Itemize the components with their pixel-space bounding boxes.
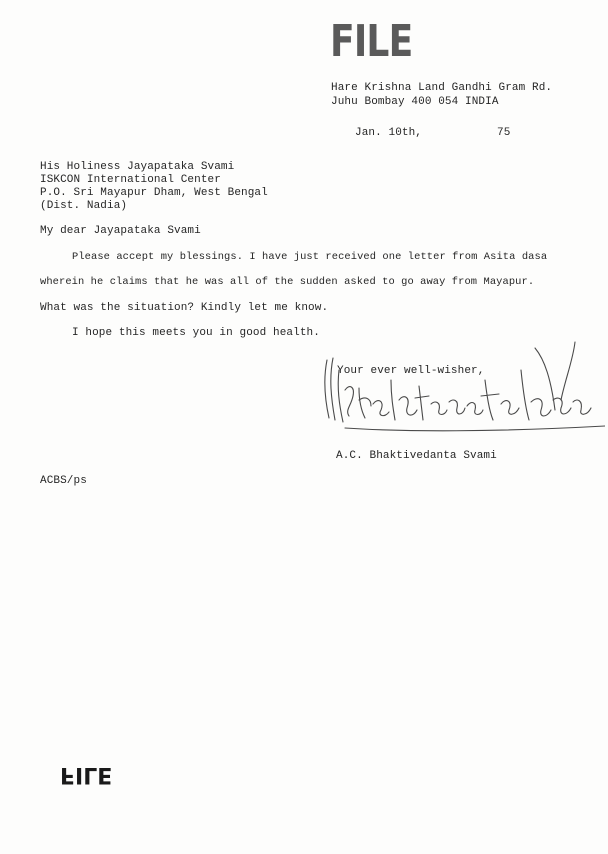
body-line-4: I hope this meets you in good health. [72, 327, 320, 339]
file-stamp-top: FILE [330, 16, 413, 67]
file-stamp-bottom: FILE [60, 762, 113, 787]
sender-address-line-2: Juhu Bombay 400 054 INDIA [331, 96, 499, 108]
handwritten-signature [315, 340, 605, 440]
recipient-line-2: ISKCON International Center [40, 174, 221, 186]
letter-date: Jan. 10th, [355, 127, 423, 139]
letter-year: 75 [497, 127, 511, 139]
reference-initials: ACBS/ps [40, 475, 87, 487]
body-line-3: What was the situation? Kindly let me know. [40, 302, 329, 314]
signatory-name: A.C. Bhaktivedanta Svami [336, 450, 497, 462]
body-line-1: Please accept my blessings. I have just received one letter from Asita dasa [72, 251, 548, 263]
body-line-2: wherein he claims that he was all of the sudden asked to go away from Mayapur. [40, 276, 535, 288]
recipient-line-1: His Holiness Jayapataka Svami [40, 161, 235, 173]
salutation: My dear Jayapataka Svami [40, 225, 201, 237]
closing: Your ever well-wisher, [337, 365, 485, 377]
sender-address-line-1: Hare Krishna Land Gandhi Gram Rd. [331, 82, 553, 94]
recipient-line-3: P.O. Sri Mayapur Dham, West Bengal [40, 187, 268, 199]
recipient-line-4: (Dist. Nadia) [40, 200, 128, 212]
